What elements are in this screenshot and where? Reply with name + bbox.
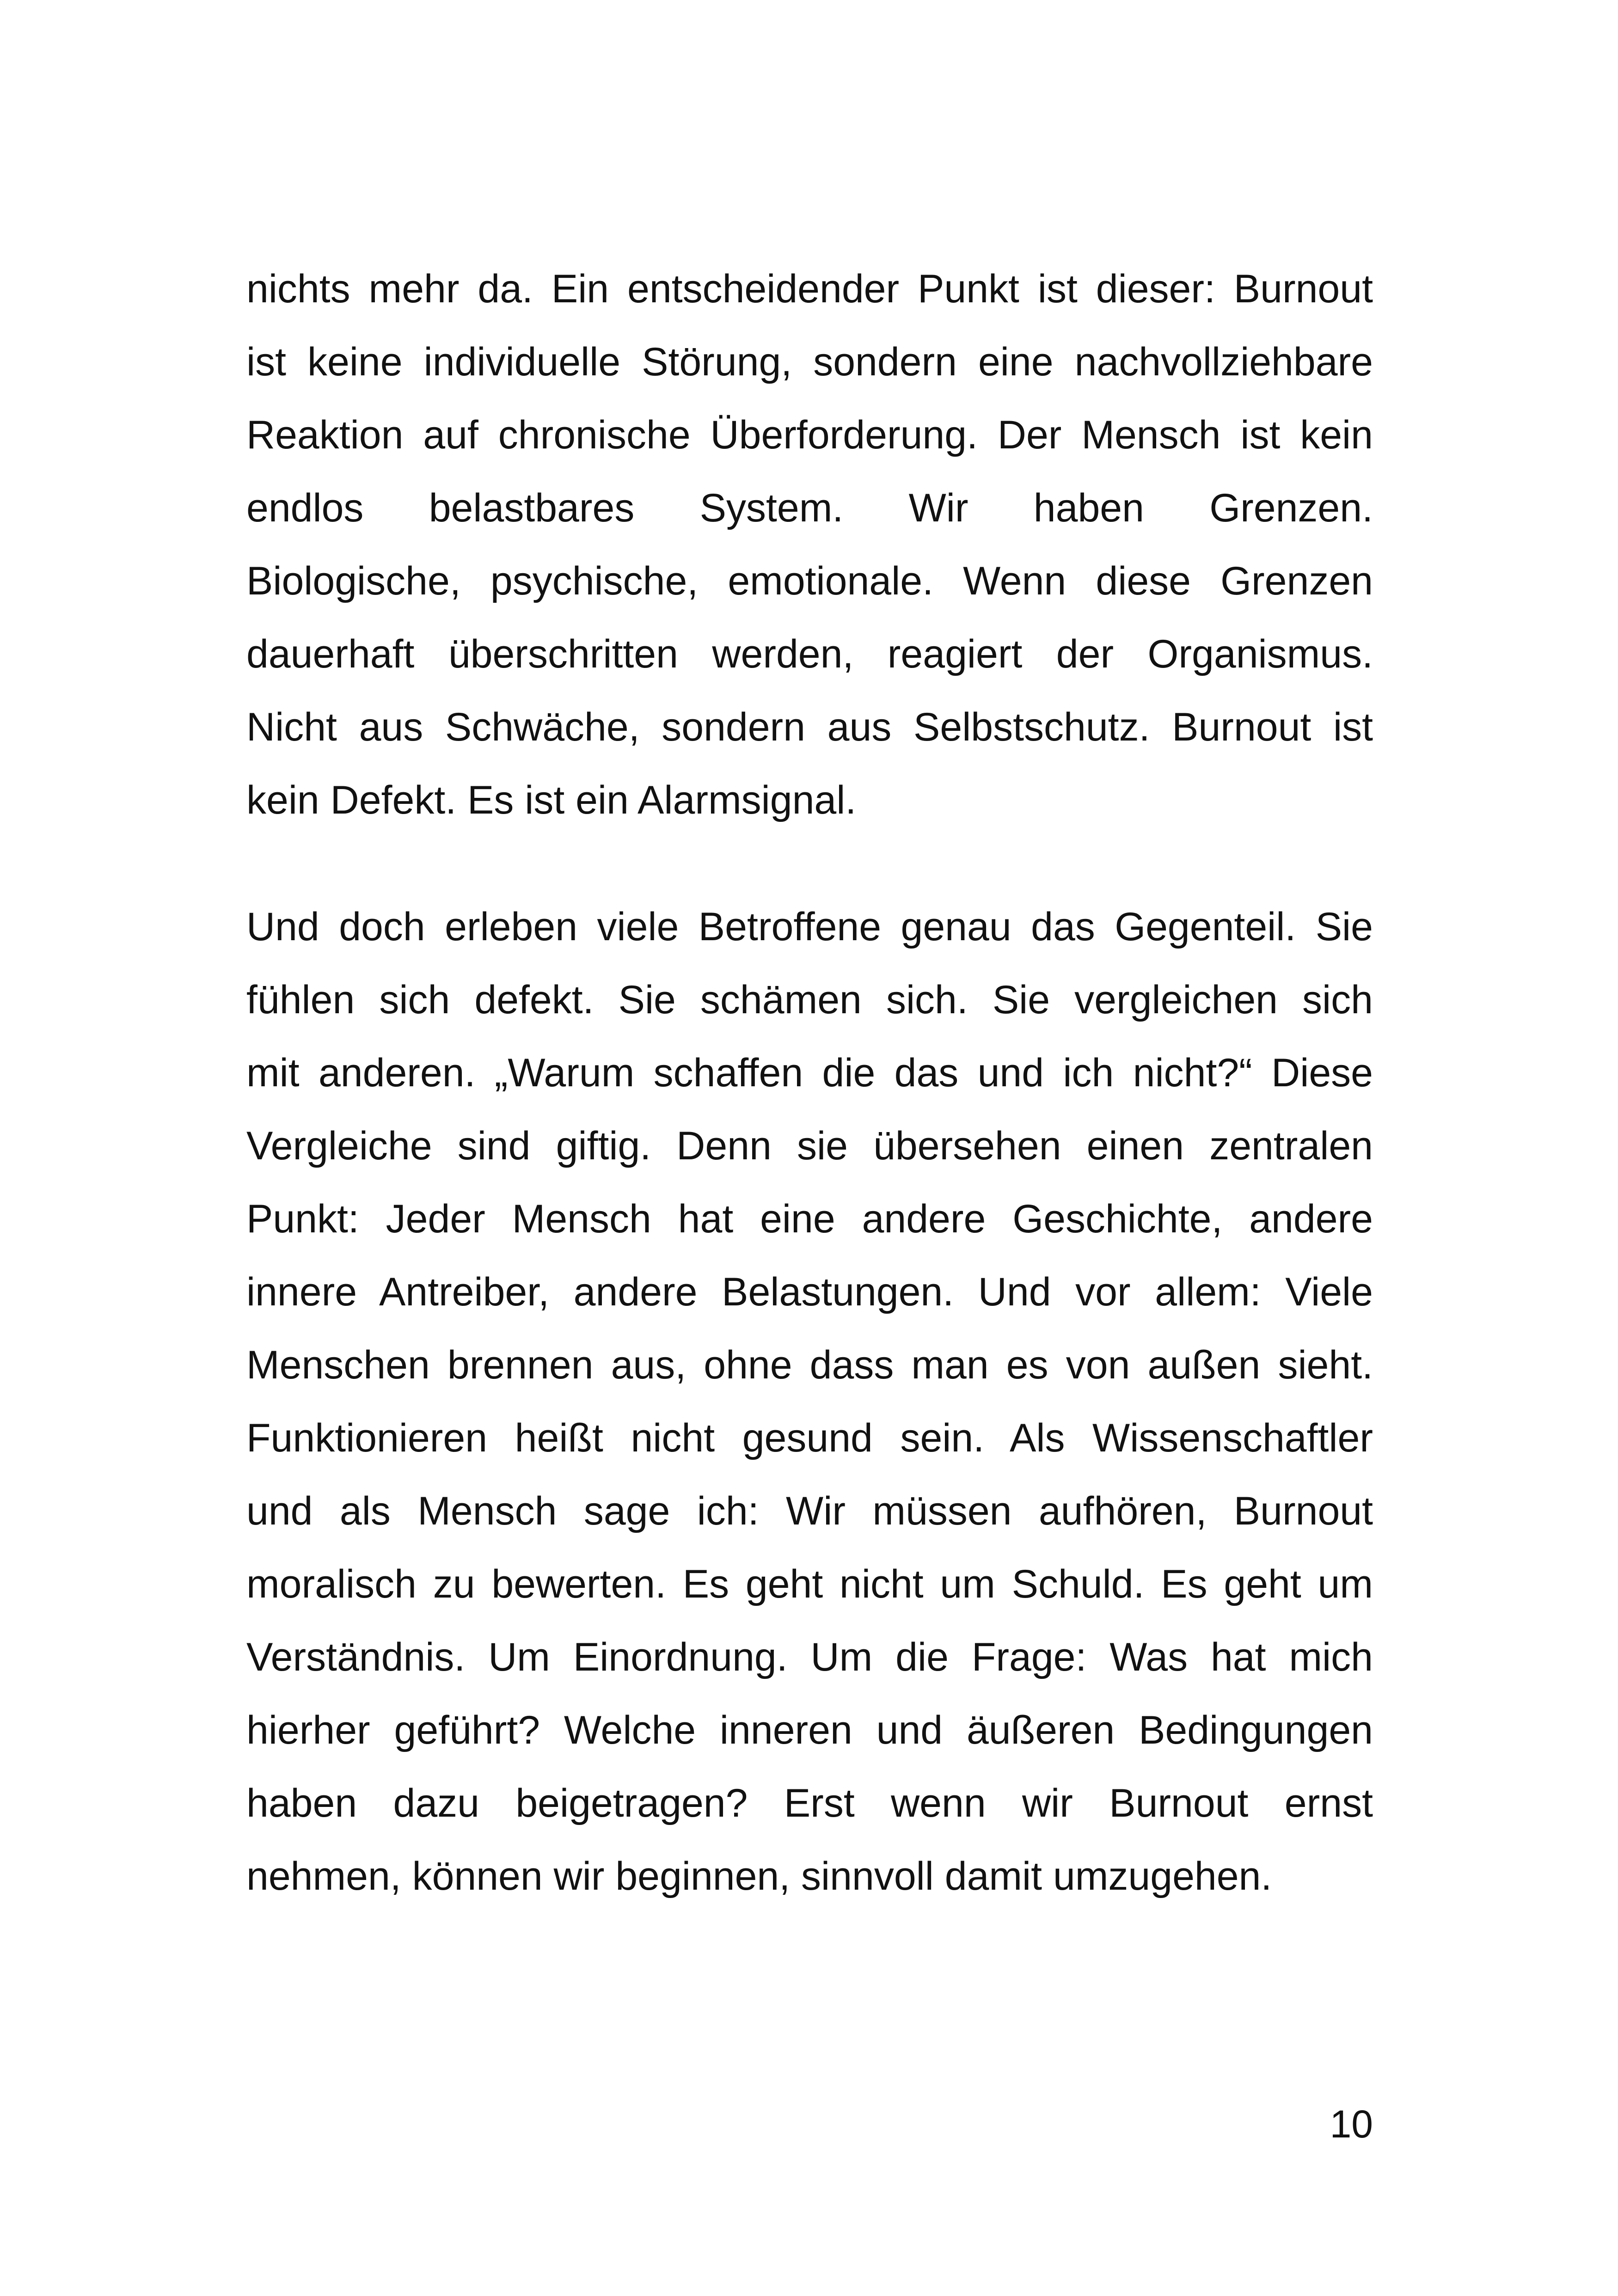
text-line: Punkt: Jeder Mensch hat eine andere Geschichte, andere: [246, 1197, 1373, 1241]
text-line: mit anderen. „Warum schaffen die das und ich nicht?“ Diese: [246, 1051, 1373, 1095]
text-line: Vergleiche sind giftig. Denn sie übersehen einen zentralen: [246, 1124, 1373, 1168]
text-line: hierher geführt? Welche inneren und äußeren Bedingungen: [246, 1708, 1373, 1752]
paragraph-2: [246, 890, 1373, 1913]
paragraph-1: [246, 252, 1373, 837]
text-line: Funktionieren heißt nicht gesund sein. Als Wissenschaftler: [246, 1416, 1373, 1460]
text-line: Menschen brennen aus, ohne dass man es von außen sieht.: [246, 1343, 1373, 1387]
page-number: 10: [1330, 2102, 1373, 2146]
text-line: Biologische, psychische, emotionale. Wenn diese Grenzen: [246, 559, 1373, 603]
text-line: endlos belastbares System. Wir haben Grenzen.: [246, 486, 1373, 530]
text-line: moralisch zu bewerten. Es geht nicht um Schuld. Es geht um: [246, 1562, 1373, 1606]
text-line: ist keine individuelle Störung, sondern eine nachvollziehbare: [246, 340, 1373, 384]
text-line: Und doch erleben viele Betroffene genau das Gegenteil. Sie: [246, 905, 1373, 949]
text-line: Nicht aus Schwäche, sondern aus Selbstschutz. Burnout ist: [246, 705, 1373, 749]
text-line: nichts mehr da. Ein entscheidender Punkt ist dieser: Burnout: [246, 267, 1373, 311]
text-line: fühlen sich defekt. Sie schämen sich. Sie vergleichen sich: [246, 978, 1373, 1022]
text-line: Verständnis. Um Einordnung. Um die Frage: Was hat mich: [246, 1635, 1373, 1679]
text-line: haben dazu beigetragen? Erst wenn wir Burnout ernst: [246, 1781, 1373, 1825]
text-line: kein Defekt. Es ist ein Alarmsignal.: [246, 778, 857, 822]
text-line: nehmen, können wir beginnen, sinnvoll damit umzugehen.: [246, 1854, 1272, 1898]
text-line: und als Mensch sage ich: Wir müssen aufhören, Burnout: [246, 1489, 1373, 1533]
text-line: Reaktion auf chronische Überforderung. Der Mensch ist kein: [246, 413, 1373, 457]
text-line: innere Antreiber, andere Belastungen. Und vor allem: Viele: [246, 1270, 1373, 1314]
text-line: dauerhaft überschritten werden, reagiert der Organismus.: [246, 632, 1373, 676]
